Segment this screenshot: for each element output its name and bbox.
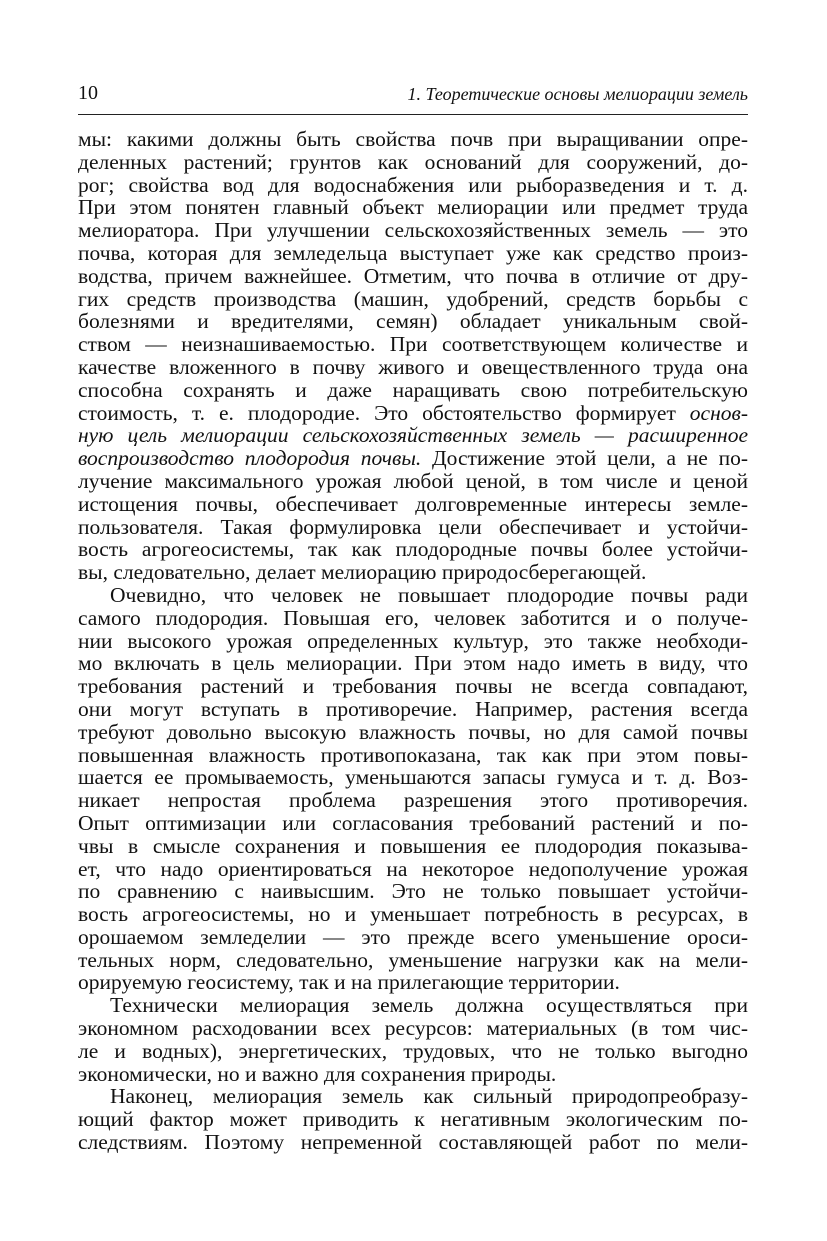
text-line: никает непростая проблема разрешения этого противоречия.	[78, 788, 748, 813]
text-line-mixed	[78, 402, 748, 425]
text-line: ющий фактор может приводить к негативным экологическим по-	[78, 1107, 748, 1132]
text-line: ет, что надо ориентироваться на некоторое недополучение урожая	[78, 856, 748, 881]
page-header	[78, 82, 748, 112]
italic-segment: основ-	[689, 400, 748, 425]
text-line: Очевидно, что человек не повышает плодородие почвы ради	[110, 582, 748, 607]
text-line: шается ее промываемость, уменьшаются запасы гумуса и т. д. Воз-	[78, 765, 748, 790]
text-segment: Достижение этой цели, а не по-	[421, 446, 748, 471]
text-line: орируемую геосистему, так и на прилегающие территории.	[78, 970, 620, 995]
text-line: требования растений и требования почвы не всегда совпадают,	[78, 674, 748, 699]
text-line: вость агрогеосистемы, но и уменьшает потребность в ресурсах, в	[78, 902, 748, 927]
text-line: При этом понятен главный объект мелиорации или предмет труда	[78, 195, 748, 220]
paragraph-4	[78, 1085, 748, 1153]
text-line: качестве вложенного в почву живого и овеществленного труда она	[78, 354, 748, 379]
text-line: мы: какими должны быть свойства почв при выращивании опре-	[78, 127, 748, 151]
text-line-mixed	[78, 447, 748, 470]
text-line: лучение максимального урожая любой ценой, в том числе и ценой	[78, 468, 748, 493]
text-line: болезнями и вредителями, семян) обладает уникальным свой-	[78, 309, 748, 334]
text-line: повышенная влажность противопоказана, так как при этом повы-	[78, 742, 748, 767]
header-rule	[78, 114, 748, 115]
text-line: по сравнению с наивысшим. Это не только повышает устойчи-	[78, 879, 748, 904]
text-line: истощения почвы, обеспечивает долговременные интересы земле-	[78, 491, 748, 516]
text-line: деленных растений; грунтов как оснований для сооружений, до-	[78, 149, 748, 174]
text-line: тельных норм, следовательно, уменьшение нагрузки как на мели-	[78, 947, 748, 972]
text-line: способна сохранять и даже наращивать свою потребительскую	[78, 377, 748, 402]
text-line: вость агрогеосистемы, так как плодородные почвы более устойчи-	[78, 537, 748, 562]
text-line: нии высокого урожая определенных культур, это также необходи-	[78, 628, 748, 653]
text-line: экономически, но и важно для сохранения природы.	[78, 1061, 557, 1086]
text-line: Опыт оптимизации или согласования требований растений и по-	[78, 810, 748, 835]
page-body	[78, 128, 748, 1154]
text-line: почва, которая для земледельца выступает уже как средство произ-	[78, 240, 748, 265]
text-line: водства, причем важнейшее. Отметим, что почва в отличие от дру-	[78, 263, 748, 288]
text-line: чвы в смысле сохранения и повышения ее плодородия показыва-	[78, 833, 748, 858]
text-line: мелиоратора. При улучшении сельскохозяйственных земель — это	[78, 218, 748, 243]
running-title: 1. Теоретические основы мелиорации земель	[407, 84, 748, 104]
text-line: требуют довольно высокую влажность почвы, но для самой почвы	[78, 719, 748, 744]
text-line: рог; свойства вод для водоснабжения или рыборазведения и т. д.	[78, 172, 748, 197]
italic-segment: воспроизводство плодородия почвы.	[78, 446, 422, 471]
text-line: самого плодородия. Повышая его, человек заботится и о получе-	[78, 605, 748, 630]
text-line: они могут вступать в противоречие. Например, растения всегда	[78, 696, 748, 721]
text-segment: стоимость, т. е. плодородие. Это обстоятельство формирует	[78, 400, 690, 425]
text-line: орошаемом земледелии — это прежде всего уменьшение ороси-	[78, 924, 748, 949]
page-number: 10	[78, 82, 98, 104]
text-line: Технически мелиорация земель должна осуществляться при	[110, 993, 748, 1018]
text-line: экономном расходовании всех ресурсов: материальных (в том чис-	[78, 1016, 748, 1041]
text-line: Наконец, мелиорация земель как сильный природопреобразу-	[110, 1084, 748, 1109]
text-line: вы, следовательно, делает мелиорацию природосберегающей.	[78, 560, 647, 585]
text-line: следствиям. Поэтому непременной составляющей работ по мели-	[78, 1130, 748, 1155]
text-line: гих средств производства (машин, удобрений, средств борьбы с	[78, 286, 748, 311]
text-line: пользователя. Такая формулировка цели обеспечивает и устойчи-	[78, 514, 748, 539]
paragraph-3	[78, 994, 748, 1085]
text-line: ством — неизнашиваемостью. При соответствующем количестве и	[78, 332, 748, 357]
paragraph-2	[78, 584, 748, 994]
italic-line: ную цель мелиорации сельскохозяйственных земель — расширенное	[78, 423, 748, 448]
paragraph-1	[78, 128, 748, 584]
text-line: ле и водных), энергетических, трудовых, что не только выгодно	[78, 1038, 748, 1063]
text-line: мо включать в цель мелиорации. При этом надо иметь в виду, что	[78, 651, 748, 676]
